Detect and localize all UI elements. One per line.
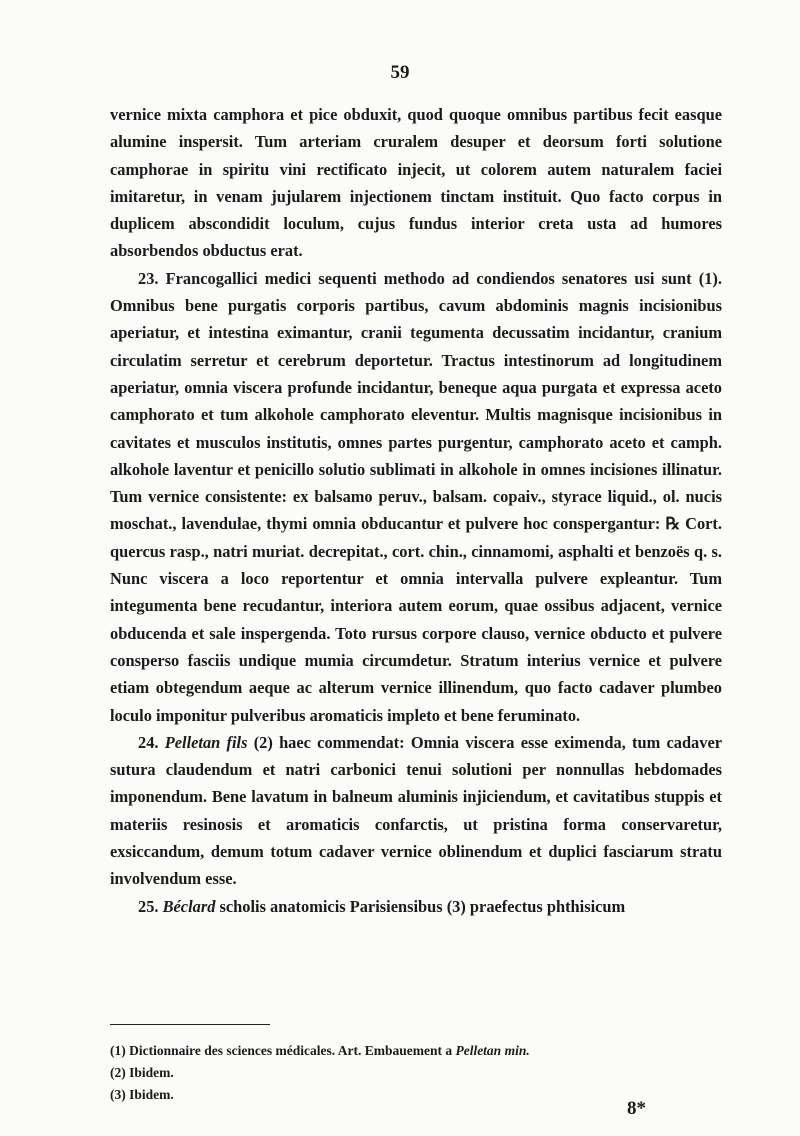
page-number: 59 [390,62,410,83]
paragraph-text: (2) haec commendat: Omnia viscera esse eximenda, tum cadaver sutura claudendum et natri carbonici tenui solutioni per nonnullas hebdomades imponendum. Bene lavatum in balneum aluminis injiciendum, et cavitatibus stuppis et materiis resinosis et aromaticis confarctis, ut pristina forma conservaretur, exsiccandum, demum totum cadaver vernice oblinendum et duplici fasciarum stratu involvendum esse. [110,732,722,889]
paragraph-text: 25. [138,896,163,916]
paragraph-4 [110,893,722,920]
footnote-2 [110,1062,722,1084]
paragraph-2 [110,265,722,729]
paragraph-text: vernice mixta camphora et pice obduxit, quod quoque omnibus partibus fecit easque alumine inspersit. Tum arteriam cruralem desuper et deorsum forti solutione camphorae in spiritu vini rectificato injecit, ut colorem autem naturalem faciei imitaretur, in venam jujularem injectionem tinctam instituit. Quo facto corpus in duplicem abscondidit loculum, cujus fundus interior creta usta ad humores absorbendos obductus erat. [110,105,722,261]
paragraph-text: 23. Francogallici medici sequenti methodo ad condiendos senatores usi sunt (1). Omnibus bene purgatis corporis partibus, cavum abdominis magnis incisionibus aperiatur, et intestina eximantur, cranii tegumenta decussatim incidantur, cranium circulatim serretur et cerebrum deportetur. Tractus intestinorum ad longitudinem aperiatur, omnia viscera profunde incidantur, beneque aqua purgata et expressa aceto camphorato et tum alkohole camphorato eleventur. Multis magnisque incisionibus in cavitates et musculos institutis, omnes partes purgentur, camphorato aceto et camph. alkohole laventur et penicillo solutio sublimati in alkohole in omnes incisiones illinatur. Tum vernice consistente: ex balsamo peruv., balsam. copaiv., styrace liquid., ol. nucis moschat., lavendulae, thymi omnia obducantur et pulvere hoc conspergantur: ℞ Cort. quercus rasp., natri muriat. decrepitat., cort. chin., cinnamomi, asphalti et benzoës q. s. Nunc viscera a loco reportentur et omnia intervalla pulvere expleantur. Tum integumenta bene recudantur, interiora autem eorum, quae ossibus adjacent, vernice obducenda et sale inspergenda. Toto rursus corpore clauso, vernice obducto et pulvere consperso fasciis undique mumia circumdetur. Stratum interius vernice et pulvere etiam obtegendum aeque ac alterum vernice illinendum, quo facto cadaver plumbeo loculo imponitur pulveribus aromaticis impleto et bene feruminato. [110,268,722,725]
signature-mark: 8* [627,1098,646,1119]
footnote-text: (3) Ibidem. [110,1087,174,1102]
author-name: Béclard [162,896,216,916]
paragraph-1 [110,101,722,265]
footnote-text: (1) Dictionnaire des sciences médicales. Art. Embauement a [110,1043,456,1058]
body-text [110,101,722,920]
author-name: Pelletan fils [164,732,248,752]
footnote-text: (2) Ibidem. [110,1065,174,1080]
footnote-divider [110,1024,270,1025]
footnote-author: Pelletan min. [455,1043,530,1058]
paragraph-text: 24. [138,732,165,752]
paragraph-3 [110,729,722,893]
footnote-1 [110,1040,722,1062]
paragraph-text: scholis anatomicis Parisiensibus (3) praefectus phthisicum [215,896,626,916]
footnotes [110,1040,722,1106]
